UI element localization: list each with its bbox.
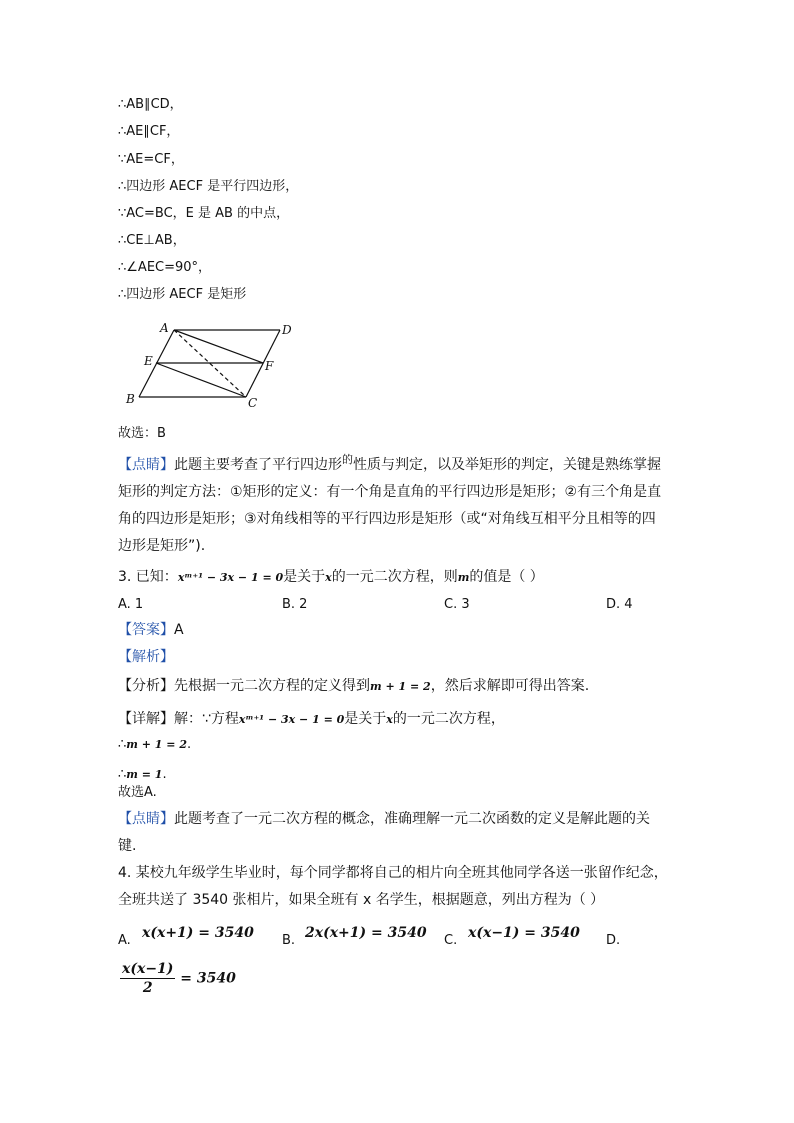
q2-note-line-4: 边形是矩形”). (118, 538, 206, 554)
q3-stem: 3. 已知：xᵐ⁺¹ − 3x − 1 = 0是关于x的一元二次方程，则m的值是（ ） (118, 569, 544, 585)
q3-step-2: ∴m = 1. (118, 767, 167, 782)
q3-option-c: C. 3 (444, 597, 470, 612)
q2-note-line-1: 【点睛】此题主要考查了平行四边形$^的$性质与判定，以及举矩形的判定，关键是熟练掌握 (118, 453, 661, 473)
q4-option-b: 2x(x+1) = 3540 (305, 925, 427, 941)
label-e: E (144, 354, 153, 368)
label-c: C (248, 396, 258, 410)
q4-option-d-label: D. (606, 933, 621, 948)
label-d: D (282, 323, 292, 337)
q3-option-b: B. 2 (282, 597, 308, 612)
q3-option-d: D. 4 (606, 597, 633, 612)
q2-note-line-3: 角的四边形是矩形；③对角线相等的平行四边形是矩形（或“对角线互相平分且相等的四 (118, 511, 656, 527)
q3-analysis-tag: 【解析】 (118, 649, 174, 665)
proof-line-4: ∴四边形 AECF 是平行四边形， (118, 179, 299, 194)
q3-note-line-2: 键. (118, 838, 137, 854)
q3-option-a: A. 1 (118, 597, 144, 612)
q3-fenxi: 【分析】先根据一元二次方程的定义得到m + 1 = 2，然后求解即可得出答案. (118, 678, 590, 694)
q3-equation: xᵐ⁺¹ − 3x − 1 = 0 (177, 571, 284, 584)
q3-choice: 故选A. (118, 785, 157, 800)
label-a: A (160, 321, 169, 335)
proof-line-3: ∵AE=CF， (118, 152, 184, 167)
q4-option-c: x(x−1) = 3540 (468, 925, 580, 941)
q4-option-b-label: B. (282, 933, 296, 948)
segment-af (174, 330, 263, 363)
q4-option-d: $\frac{x(x-1)}{2}$ = 3540 (122, 961, 236, 996)
proof-line-8: ∴四边形 AECF 是矩形 (118, 287, 247, 302)
q4-stem-line-1: 4. 某校九年级学生毕业时，每个同学都将自己的相片向全班其他同学各送一张留作纪念， (118, 865, 668, 881)
q2-note-line-2: 矩形的判定方法：①矩形的定义：有一个角是直角的平行四边形是矩形；②有三个角是直 (118, 484, 662, 500)
segment-ec (156, 363, 246, 397)
q3-xiangjie: 【详解】解：∵方程xᵐ⁺¹ − 3x − 1 = 0是关于x的一元二次方程， (118, 711, 505, 727)
proof-line-1: ∴AB∥CD， (118, 97, 183, 112)
q4-stem-line-2: 全班共送了 3540 张相片，如果全班有 x 名学生，根据题意，列出方程为（ ） (118, 892, 605, 908)
note-tag: 【点睛】 (118, 457, 174, 473)
label-b: B (126, 392, 135, 406)
proof-line-5: ∵AC=BC，E 是 AB 的中点， (118, 206, 290, 221)
q3-step-1: ∴m + 1 = 2. (118, 737, 192, 752)
q4-option-c-label: C. (444, 933, 458, 948)
proof-line-2: ∴AE∥CF， (118, 124, 180, 139)
proof-line-6: ∴CE⊥AB， (118, 233, 186, 248)
q3-note-line-1: 【点睛】此题考查了一元二次方程的概念，准确理解一元二次函数的定义是解此题的关 (118, 811, 650, 827)
q2-choice: 故选：B (118, 426, 166, 441)
label-f: F (265, 359, 274, 373)
proof-line-7: ∴∠AEC=90°， (118, 260, 212, 275)
q4-option-d-fraction: $\frac{x(x-1)}{2}$ (122, 961, 174, 996)
parallelogram-figure (118, 318, 308, 412)
q3-answer: 【答案】A (118, 622, 184, 638)
q4-option-a-label: A. (118, 933, 131, 948)
q4-option-a: x(x+1) = 3540 (142, 925, 254, 941)
